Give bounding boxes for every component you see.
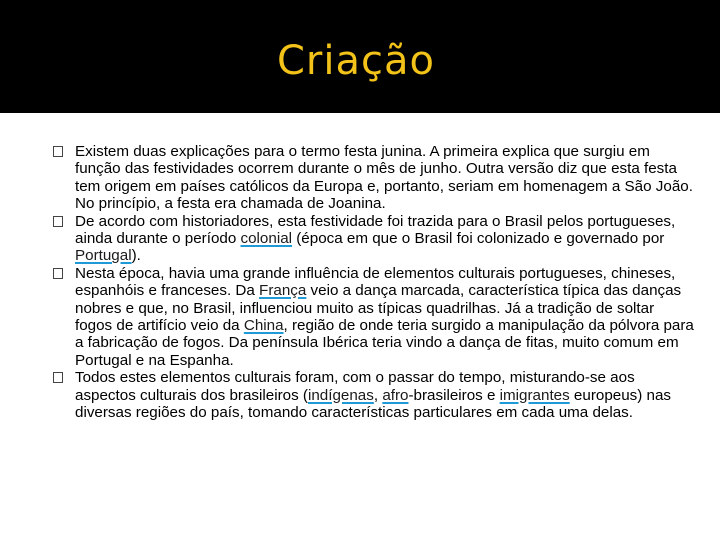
- bullet-text: Todos estes elementos culturais foram, com o passar do tempo, misturando-se aos aspectos culturais dos brasileiros (: [75, 369, 635, 404]
- slide-title: Criação: [277, 38, 435, 84]
- link-colonial[interactable]: colonial: [240, 230, 293, 248]
- square-bullet-icon: [53, 372, 63, 383]
- link-afro[interactable]: afro: [382, 386, 409, 404]
- slide-content: [40, 143, 695, 422]
- link-franca[interactable]: França: [259, 282, 307, 300]
- bullet-item-1: [40, 143, 695, 213]
- bullet-text: -brasileiros e: [408, 386, 500, 404]
- bullet-item-2: [40, 213, 695, 265]
- bullet-text: De acordo com historiadores, esta festividade foi trazida para o Brasil pelos portugueses, ainda durante o período: [75, 212, 676, 248]
- bullet-text: , região de onde teria surgido a manipulação da pólvora para a fabricação de fogos. Da península Ibérica teria vindo a dança de fitas, muito comum em Portugal e na Espanha.: [75, 317, 694, 369]
- bullet-text: Existem duas explicações para o termo festa junina. A primeira explica que surgiu em função das festividades ocorrem durante o mês de junho. Outra versão diz que esta festa tem origem em países católicos da Europa e, portanto, seriam em homenagem a São João. No princípio, a festa era chamada de Joanina.: [75, 143, 693, 213]
- bullet-text: ,: [373, 386, 383, 404]
- square-bullet-icon: [53, 146, 63, 157]
- bullet-item-3: [40, 265, 695, 369]
- link-china[interactable]: China: [243, 317, 284, 335]
- link-portugal[interactable]: Portugal: [75, 247, 132, 265]
- square-bullet-icon: [53, 268, 63, 279]
- bullet-item-4: [40, 369, 695, 421]
- square-bullet-icon: [53, 216, 63, 227]
- bullet-text: europeus) nas diversas regiões do país, tomando características particulares em cada uma delas.: [75, 386, 672, 422]
- bullet-text: veio a dança marcada, característica típica das danças nobres e que, no Brasil, influenciou muito as típicas quadrilhas. Já a tradição de soltar fogos de artifício veio da: [75, 282, 682, 335]
- bullet-text: Nesta época, havia uma grande influência de elementos culturais portugueses, chineses, espanhóis e franceses. Da: [75, 264, 676, 300]
- bullet-text: (época em que o Brasil foi colonizado e governado por: [292, 230, 665, 248]
- bullet-text: ).: [131, 247, 141, 265]
- link-imigrantes[interactable]: imigrantes: [499, 386, 570, 404]
- link-indigenas[interactable]: indígenas: [307, 386, 374, 404]
